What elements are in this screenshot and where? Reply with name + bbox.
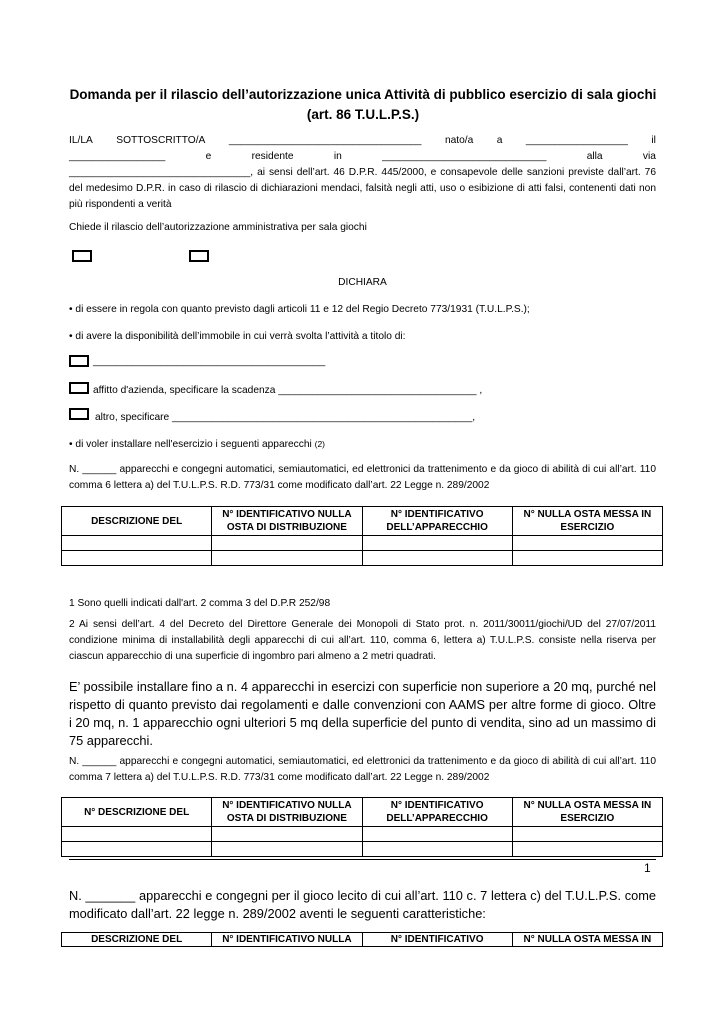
table-cell[interactable] xyxy=(62,827,212,842)
option-1-field[interactable]: _________________________________________ xyxy=(93,356,326,367)
page-title: Domanda per il rilascio dell’autorizzazione unica Attività di pubblico esercizio di sala giochi (art. 86 T.U.L.P.S.) xyxy=(69,87,657,122)
page-number: 1 xyxy=(644,861,651,875)
table-3-header-messa-esercizio: N° NULLA OSTA MESSA IN xyxy=(512,933,662,947)
table-row xyxy=(62,842,663,857)
label-e: e xyxy=(205,151,212,162)
label-il-la: IL/LA xyxy=(69,135,93,146)
table-2-header-descrizione: N° DESCRIZIONE DEL xyxy=(62,798,212,827)
possibile-paragraph: E’ possibile installare fino a n. 4 apparecchi in esercizi con superficie non superiore a 20 mq, purché nel rispetto di quanto previsto dai regolamenti e dalle convenzioni con AAMS per altre forme di gioco. Oltre i 20 mq, n. 1 apparecchio ogni ulteriori 5 mq della superficie del punto di vendita, sino ad un massimo di 75 apparecchi. xyxy=(69,679,656,748)
table-2-header-identificativo: N° IDENTIFICATIVO DELL’APPARECCHIO xyxy=(362,798,512,827)
birthplace-field[interactable]: __________________ xyxy=(525,135,628,146)
table-cell[interactable] xyxy=(62,842,212,857)
table-3-header-nulla-osta: N° IDENTIFICATIVO NULLA xyxy=(212,933,362,947)
table-cell[interactable] xyxy=(512,842,662,857)
option-affitto-label: affitto d'azienda, specificare la scadenza ___________________________________ , xyxy=(93,385,483,396)
section-comma-7: N. ______ apparecchi e congegni automatici, semiautomatici, ed elettronici da trattenimento e da gioco di abilità di cui all’art. 110 comma 7 lettera a) del T.U.L.P.S. R.D. 773/31 come modificato dall’art. 22 Legge n. 289/2002 xyxy=(69,756,656,783)
intro-row-2 xyxy=(69,149,656,165)
table-comma-7 xyxy=(61,797,663,857)
table-cell[interactable] xyxy=(362,551,512,566)
bullet-apparecchi-text: • di voler installare nell'esercizio i seguenti apparecchi xyxy=(69,439,312,450)
label-il: il xyxy=(651,135,656,146)
table-cell[interactable] xyxy=(512,827,662,842)
table-cell[interactable] xyxy=(212,551,362,566)
table-1-header-messa-esercizio: N° NULLA OSTA MESSA IN ESERCIZIO xyxy=(512,507,662,536)
table-cell[interactable] xyxy=(62,551,212,566)
table-row xyxy=(62,551,663,566)
label-nato: nato/a xyxy=(444,135,474,146)
footnote-ref-2: (2) xyxy=(314,439,326,449)
table-cell[interactable] xyxy=(212,827,362,842)
table-cell[interactable] xyxy=(512,536,662,551)
table-comma-7-c xyxy=(61,932,663,947)
table-cell[interactable] xyxy=(212,536,362,551)
chiede-text: Chiede il rilascio dell’autorizzazione amministrativa per sala giochi xyxy=(69,222,367,233)
checkbox-option-a[interactable] xyxy=(72,250,92,262)
bullet-regolarita: • di essere in regola con quanto previsto dagli articoli 11 e 12 del Regio Decreto 773/1931 (T.U.L.P.S.); xyxy=(69,304,530,315)
checkbox-affitto[interactable] xyxy=(69,382,89,394)
table-2-header-messa-esercizio: N° NULLA OSTA MESSA IN ESERCIZIO xyxy=(512,798,662,827)
checkbox-title-option-1[interactable] xyxy=(69,355,89,367)
birthdate-field[interactable]: _________________ xyxy=(69,151,166,162)
checkbox-option-b[interactable] xyxy=(189,250,209,262)
table-1-header-nulla-osta: N° IDENTIFICATIVO NULLA OSTA DI DISTRIBUZIONE xyxy=(212,507,362,536)
label-residente: residente xyxy=(251,151,294,162)
table-cell[interactable] xyxy=(512,551,662,566)
table-cell[interactable] xyxy=(362,827,512,842)
label-in: in xyxy=(333,151,342,162)
page-divider xyxy=(69,859,656,860)
table-cell[interactable] xyxy=(212,842,362,857)
table-row xyxy=(62,536,663,551)
footnote-2: 2 Ai sensi dell’art. 4 del Decreto del Direttore Generale dei Monopoli di Stato prot. n. 2011/30011/giochi/UD del 27/07/2011 condizione minima di installabilità degli apparecchi di cui all’art. 110, comma 6, lettera a) T.U.L.P.S. consiste nella riserva per ciascun apparecchio di una superficie di ingombro pari almeno a 2 metri quadrati. xyxy=(69,619,656,662)
dichiara-heading: DICHIARA xyxy=(338,277,387,288)
label-a: a xyxy=(496,135,503,146)
residence-field[interactable]: _____________________________ xyxy=(382,151,547,162)
option-altro-label: altro, specificare _____________________________________________________, xyxy=(95,412,476,423)
table-1-header-identificativo: N° IDENTIFICATIVO DELL’APPARECCHIO xyxy=(362,507,512,536)
table-3-header-identificativo: N° IDENTIFICATIVO xyxy=(362,933,512,947)
table-comma-6 xyxy=(61,506,663,566)
intro-row-1 xyxy=(69,133,656,149)
label-via: via xyxy=(642,151,656,162)
intro-declaration: ________________________________, ai sensi dell’art. 46 D.P.R. 445/2000, e consapevole delle sanzioni previste dall’art. 76 del medesimo D.P.R. in caso di rilascio di dichiarazioni mendaci, falsità negli atti, uso o esibizione di atti falsi, contenenti dati non più rispondenti a verità xyxy=(69,167,656,210)
label-alla: alla xyxy=(586,151,603,162)
table-cell[interactable] xyxy=(362,842,512,857)
label-sottoscritto: SOTTOSCRITTO/A xyxy=(116,135,206,146)
table-cell[interactable] xyxy=(62,536,212,551)
table-row xyxy=(62,827,663,842)
section-comma-6: N. ______ apparecchi e congegni automatici, semiautomatici, ed elettronici da trattenimento e da gioco di abilità di cui all’art. 110 comma 6 lettera a) del T.U.L.P.S. R.D. 773/31 come modificato dall’art. 22 Legge n. 289/2002 xyxy=(69,464,656,491)
footnote-1: 1 Sono quelli indicati dall'art. 2 comma 3 del D.P.R 252/98 xyxy=(69,598,331,609)
checkbox-altro[interactable] xyxy=(69,408,89,420)
table-1-header-descrizione: DESCRIZIONE DEL xyxy=(62,507,212,536)
table-3-header-descrizione: DESCRIZIONE DEL xyxy=(62,933,212,947)
section-comma-7-c: N. _______ apparecchi e congegni per il gioco lecito di cui all’art. 110 c. 7 lettera c) del T.U.L.P.S. come modificato dall’art. 22 legge n. 289/2002 aventi le seguenti caratteristiche: xyxy=(69,888,656,921)
bullet-disponibilita: • di avere la disponibilità dell’immobile in cui verrà svolta l’attività a titolo di: xyxy=(69,331,406,342)
table-cell[interactable] xyxy=(362,536,512,551)
name-field[interactable]: __________________________________ xyxy=(228,135,422,146)
bullet-apparecchi xyxy=(69,437,325,452)
table-2-header-nulla-osta: N° IDENTIFICATIVO NULLA OSTA DI DISTRIBUZIONE xyxy=(212,798,362,827)
